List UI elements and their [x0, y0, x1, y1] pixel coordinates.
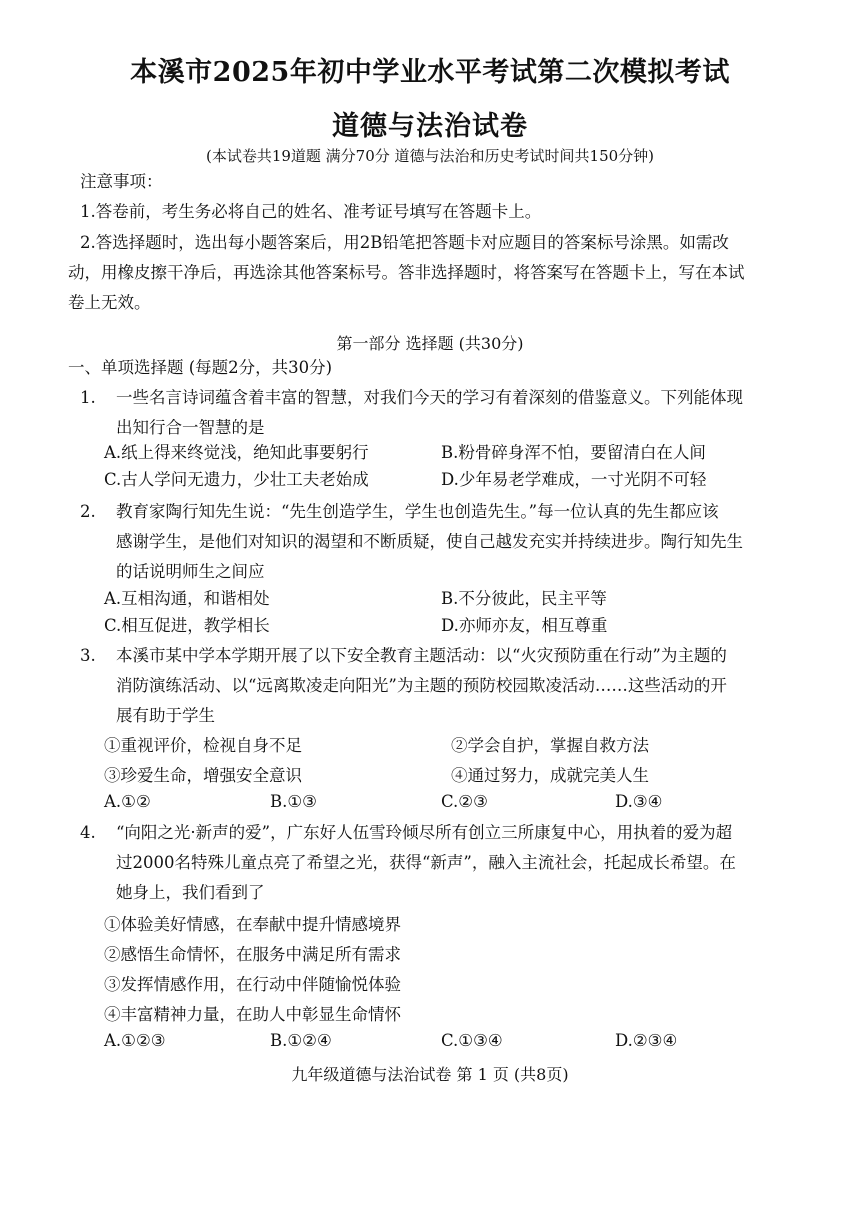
question-number: 4. [80, 823, 96, 842]
question-3-line-2: 消防演练活动、以“远离欺凌走向阳光”为主题的预防校园欺凌活动……这些活动的开 [116, 676, 727, 695]
notes-item-2-line-3: 卷上无效。 [68, 293, 151, 312]
question-4-line-1: “向阳之光·新声的爱”，广东好人伍雪玲倾尽所有创立三所康复中心，用执着的爱为超 [116, 823, 733, 842]
notes-item-1: 1.答卷前，考生务必将自己的姓名、准考证号填写在答题卡上。 [80, 202, 542, 221]
option-d: D.③④ [615, 792, 663, 811]
option-b: B.①③ [270, 792, 317, 811]
notes-item-2-line-1: 2.答选择题时，选出每小题答案后，用2B铅笔把答题卡对应题目的答案标号涂黑。如需改 [80, 233, 729, 252]
option-c: C.相互促进，教学相长 [104, 616, 270, 635]
statement-item: ①重视评价，检视自身不足 [104, 736, 302, 755]
exam-title: 本溪市2025年初中学业水平考试第二次模拟考试 [130, 57, 730, 88]
question-number: 2. [80, 502, 96, 521]
question-number: 3. [80, 646, 96, 665]
question-2-line-3: 的话说明师生之间应 [116, 562, 265, 581]
notes-heading: 注意事项： [80, 172, 163, 191]
option-c: C.②③ [441, 792, 488, 811]
option-c: C.古人学问无遗力，少壮工夫老始成 [104, 470, 369, 489]
part-heading: 第一部分 选择题 (共30分) [336, 334, 524, 353]
statement-item: ④通过努力，成就完美人生 [451, 766, 649, 785]
option-a: A.①② [104, 792, 151, 811]
notes-item-2-line-2: 动，用橡皮擦干净后，再选涂其他答案标号。答非选择题时，将答案写在答题卡上，写在本试 [68, 263, 745, 282]
question-number: 1. [80, 388, 96, 407]
question-2-line-2: 感谢学生，是他们对知识的渴望和不断质疑，使自己越发充实并持续进步。陶行知先生 [116, 532, 743, 551]
question-3-line-3: 展有助于学生 [116, 706, 215, 725]
option-a: A.①②③ [104, 1031, 166, 1050]
question-1-line-2: 出知行合一智慧的是 [116, 418, 265, 437]
statement-item: ①体验美好情感，在奉献中提升情感境界 [104, 915, 401, 934]
exam-subtitle: 道德与法治试卷 [332, 111, 528, 142]
statement-item: ②学会自护，掌握自救方法 [451, 736, 649, 755]
option-d: D.少年易老学难成，一寸光阴不可轻 [441, 470, 707, 489]
question-1-line-1: 一些名言诗词蕴含着丰富的智慧，对我们今天的学习有着深刻的借鉴意义。下列能体现 [116, 388, 743, 407]
option-b: B.不分彼此，民主平等 [441, 589, 607, 608]
question-3-line-1: 本溪市某中学本学期开展了以下安全教育主题活动：以“火灾预防重在行动”为主题的 [116, 646, 727, 665]
option-c: C.①③④ [441, 1031, 503, 1050]
statement-item: ③发挥情感作用，在行动中伴随愉悦体验 [104, 975, 401, 994]
exam-info: (本试卷共19道题 满分70分 道德与法治和历史考试时间共150分钟) [205, 147, 655, 165]
page-footer: 九年级道德与法治试卷 第 1 页 (共8页) [291, 1065, 569, 1084]
statement-item: ③珍爱生命，增强安全意识 [104, 766, 302, 785]
option-a: A.纸上得来终觉浅，绝知此事要躬行 [104, 443, 369, 462]
statement-item: ④丰富精神力量，在助人中彰显生命情怀 [104, 1005, 401, 1024]
option-b: B.①②④ [270, 1031, 332, 1050]
question-4-line-3: 她身上，我们看到了 [116, 883, 265, 902]
question-4-line-2: 过2000名特殊儿童点亮了希望之光，获得“新声”，融入主流社会，托起成长希望。在 [116, 853, 736, 872]
option-a: A.互相沟通，和谐相处 [104, 589, 270, 608]
option-b: B.粉骨碎身浑不怕，要留清白在人间 [441, 443, 706, 462]
option-d: D.亦师亦友，相互尊重 [441, 616, 608, 635]
statement-item: ②感悟生命情怀，在服务中满足所有需求 [104, 945, 401, 964]
option-d: D.②③④ [615, 1031, 678, 1050]
question-2-line-1: 教育家陶行知先生说：“先生创造学生，学生也创造先生。”每一位认真的先生都应该 [116, 502, 719, 521]
section-heading: 一、单项选择题 (每题2分，共30分) [68, 358, 333, 377]
